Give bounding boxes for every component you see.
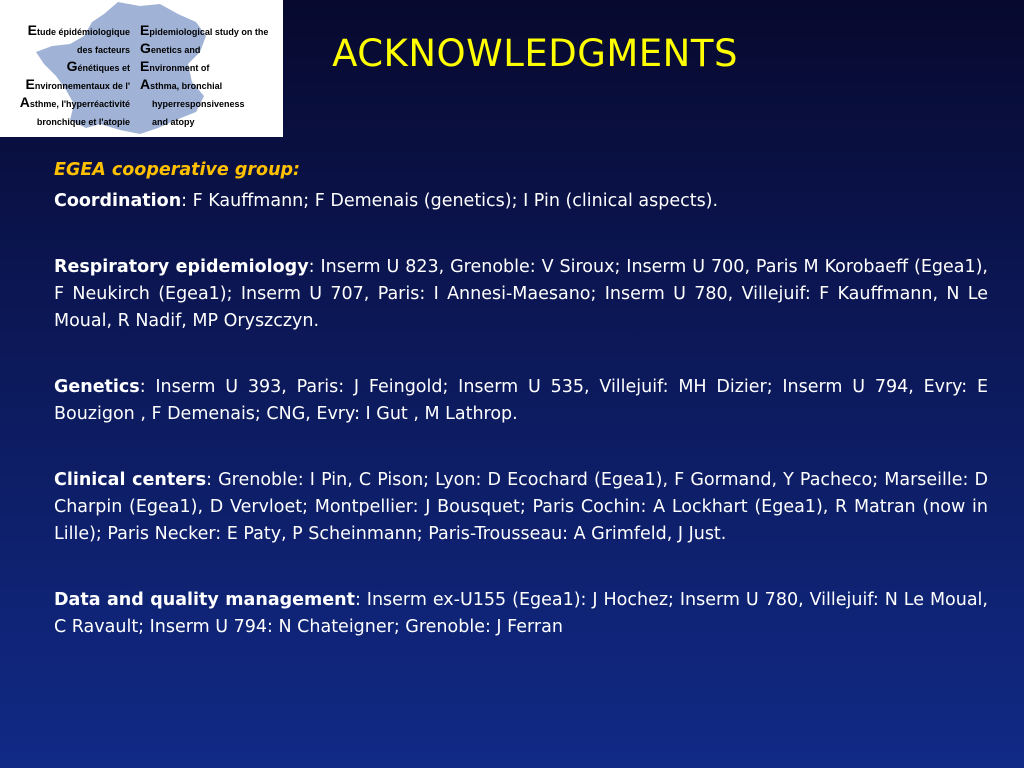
- section-text: : Inserm ex-U155 (Egea1): J Hochez; Inserm U 780, Villejuif: N Le Moual, C Ravault; Inserm U 794: N Chateigner; Grenoble: J Ferran: [54, 590, 988, 637]
- section-label: Respiratory epidemiology: [54, 257, 309, 277]
- slide-body: [54, 157, 988, 641]
- section-text: : F Kauffmann; F Demenais (genetics); I Pin (clinical aspects).: [181, 191, 719, 211]
- section-label: Clinical centers: [54, 470, 207, 490]
- egea-logo: [0, 0, 283, 137]
- logo-english-text: Epidemiological study on the Genetics and Environment of Asthma, bronchial hyperresponsiveness and atopy: [140, 22, 269, 127]
- section-label: Genetics: [54, 377, 140, 397]
- section-text: : Inserm U 823, Grenoble: V Siroux; Inserm U 700, Paris M Korobaeff (Egea1), F Neukirch (Egea1); Inserm U 707, Paris: I Annesi-Maesano; Inserm U 780, Villejuif: F Kauffmann, N Le Moual, R Nadif, MP Oryszczyn.: [54, 257, 988, 331]
- section-text: : Grenoble: I Pin, C Pison; Lyon: D Ecochard (Egea1), F Gormand, Y Pacheco; Marseille: D Charpin (Egea1), D Vervloet; Montpellier: J Bousquet; Paris Cochin: A Lockhart (Egea1), R Matran (now in Lille); Paris Necker: E Paty, P Scheinmann; Paris-Trousseau: A Grimfeld, J Just.: [54, 470, 988, 544]
- section-label: Coordination: [54, 191, 182, 211]
- section-respiratory-epidemiology: [54, 254, 988, 335]
- section-data-quality-management: [54, 587, 988, 641]
- section-coordination: [54, 188, 988, 215]
- section-text: : Inserm U 393, Paris: J Feingold; Inserm U 535, Villejuif: MH Dizier; Inserm U 794, Evry: E Bouzigon , F Demenais; CNG, Evry: I Gut , M Lathrop.: [54, 377, 988, 424]
- group-heading: EGEA cooperative group:: [54, 160, 301, 180]
- section-clinical-centers: [54, 467, 988, 548]
- section-genetics: [54, 374, 988, 428]
- slide-title: ACKNOWLEDGMENTS: [332, 32, 738, 75]
- section-label: Data and quality management: [54, 590, 355, 610]
- logo-french-text: Etude épidémiologique des facteurs Génétiques et Environnementaux de l' Asthme, l'hyperréactivité bronchique et l'atopie: [19, 22, 130, 127]
